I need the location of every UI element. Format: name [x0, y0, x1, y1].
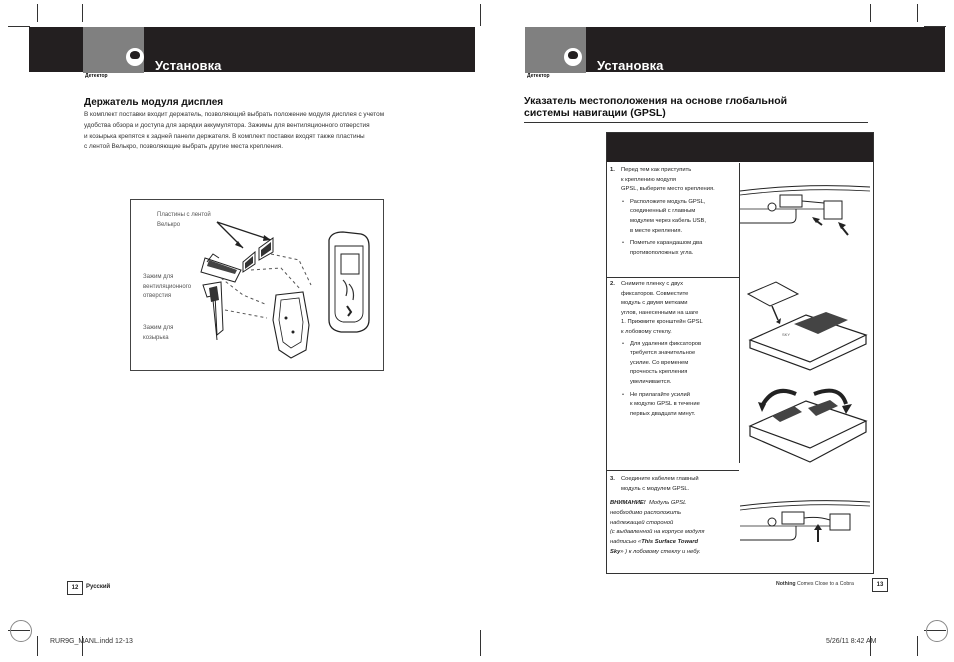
crop-mark [917, 636, 918, 656]
bullet-line: в месте крепления. [630, 227, 683, 234]
step-line: к лобовому стеклу. [621, 328, 672, 335]
step-line: Перед тем как приступить [621, 167, 692, 173]
warning-line: (с выдавленной на корпусе модуля [610, 529, 705, 536]
step-line: Соедините кабелем главный [621, 476, 699, 482]
bullet-line: первых двадцати минут. [630, 410, 696, 417]
warning-line: Модуль GPSL [648, 500, 687, 506]
paragraph-line: и козырька крепятся к задней панели держателя. В комплект поставки входят также пластины [84, 132, 365, 140]
page-title: Установка [155, 58, 222, 73]
crop-mark [480, 630, 481, 656]
step-line: углов, нанесенными на шаге [621, 309, 699, 316]
bullet-line: соединенный с главным [630, 208, 696, 215]
visor-clip-callout [143, 324, 173, 343]
footer-language: Русский [86, 584, 111, 590]
bullet-line: • Не прилагайте усилий [630, 391, 690, 398]
registration-mark [926, 620, 948, 642]
callout-line: Велькро [157, 221, 181, 228]
crop-mark [480, 4, 481, 26]
bullet-line: требуется значительное [630, 350, 696, 357]
warning-emphasis: This Surface Toward [641, 539, 698, 546]
callout-line: Пластины с лентой [157, 212, 211, 218]
callout-line: Зажим для [143, 325, 174, 331]
callout-line: козырька [143, 334, 169, 341]
footer-tagline [776, 581, 854, 587]
step-line: GPSL, выберите место крепления. [621, 186, 715, 193]
section-tag: Детектор [85, 73, 108, 79]
step-number: 1. [610, 167, 615, 173]
bullet-item [610, 239, 738, 258]
callout-line: вентиляционного [143, 283, 192, 290]
callout-line: отверстия [143, 293, 172, 300]
crop-mark [8, 26, 30, 27]
bullet-item [610, 198, 738, 236]
step-line: 1. Прижмите кронштейн GPSL [621, 319, 703, 326]
paragraph-line: с лентой Велькро, позволяющие выбрать другие места крепления. [84, 143, 284, 151]
bullet-item [610, 391, 738, 420]
cobra-logo-icon [126, 48, 144, 66]
step-line: модуль с двумя метками [621, 300, 688, 307]
step2-illustration-top [744, 280, 868, 372]
bullet-line: прочность крепления [630, 369, 688, 376]
step-3 [610, 475, 738, 494]
title-line: системы навигации (GPSL) [524, 107, 666, 119]
velcro-callout [157, 211, 211, 230]
step-line: Снимите пленку с двух [621, 281, 683, 287]
bullet-line: • Расположите модуль GPSL, [630, 198, 706, 205]
page-title: Установка [597, 58, 664, 73]
bullet-line: усилие. Со временем [630, 359, 689, 366]
footer-brand: Nothing [776, 581, 796, 587]
warning-line: необходимо расположить [610, 509, 682, 516]
cobra-logo-icon [564, 48, 582, 66]
warning-label: ВНИМАНИЕ! [610, 500, 646, 506]
gpsl-title [524, 95, 787, 119]
step-divider [607, 470, 739, 471]
warning-emphasis: Sky [610, 548, 621, 555]
crop-mark [82, 4, 83, 22]
step3-illustration [740, 498, 870, 550]
bullet-line: увеличивается. [630, 378, 672, 385]
step-line: фиксаторов. Совместите [621, 290, 689, 297]
crop-mark [870, 4, 871, 22]
warning-note [610, 499, 738, 558]
body-paragraph [84, 110, 464, 153]
step-number: 2. [610, 281, 615, 287]
warning-line: » ) к лобовому стеклу и небу. [620, 548, 701, 555]
warning-line: надлежащей стороной [610, 519, 674, 526]
registration-mark [10, 620, 32, 642]
paragraph-line: удобства обзора и доступа для зарядки аккумулятора. Зажимы для вентиляционного отверстия [84, 121, 370, 129]
crop-mark [37, 4, 38, 22]
step1-illustration [740, 183, 870, 243]
header-bar [525, 27, 945, 72]
warning-line: надписью « [610, 539, 642, 546]
bullet-line: противоположных угла. [630, 249, 694, 256]
bullet-line: модулем через кабель USB, [630, 217, 706, 224]
crop-mark [37, 636, 38, 656]
vent-clip-callout [143, 273, 191, 302]
step-number: 3. [610, 476, 615, 482]
section-subtitle: Держатель модуля дисплея [84, 97, 224, 108]
step2-illustration-bottom [744, 376, 868, 466]
crop-mark [917, 4, 918, 22]
page-number: 12 [67, 581, 83, 595]
slug-file: RUR9G_MANL.indd 12-13 [50, 638, 133, 645]
page-number: 13 [872, 578, 888, 592]
step-line: модуль с модулем GPSL. [621, 485, 690, 492]
footer-tagline-text: Comes Close to a Cobra [797, 581, 854, 587]
paragraph-line: В комплект поставки входит держатель, позволяющий выбрать положение модуля дисплея с учетом [84, 111, 385, 118]
bullet-item [610, 340, 738, 388]
callout-line: Зажим для [143, 274, 174, 280]
step-bullets [610, 340, 738, 420]
title-line: Указатель местоположения на основе глобальной [524, 95, 788, 107]
step-divider [607, 277, 739, 278]
step-1 [610, 166, 738, 258]
slug-date: 5/26/11 8:42 AM [826, 638, 877, 645]
svg-text:SKY: SKY [782, 332, 791, 337]
bullet-line: • Для удаления фиксаторов [630, 340, 702, 347]
step-bullets [610, 198, 738, 259]
title-rule [524, 122, 868, 123]
bullet-line: • Пометьте карандашом два [630, 240, 703, 247]
step-line: к креплению модуля [621, 176, 677, 183]
steps-panel-header [607, 133, 873, 162]
step-2 [610, 280, 738, 419]
bullet-line: к модулю GPSL в течение [630, 401, 700, 408]
section-tag: Детектор [527, 73, 550, 79]
